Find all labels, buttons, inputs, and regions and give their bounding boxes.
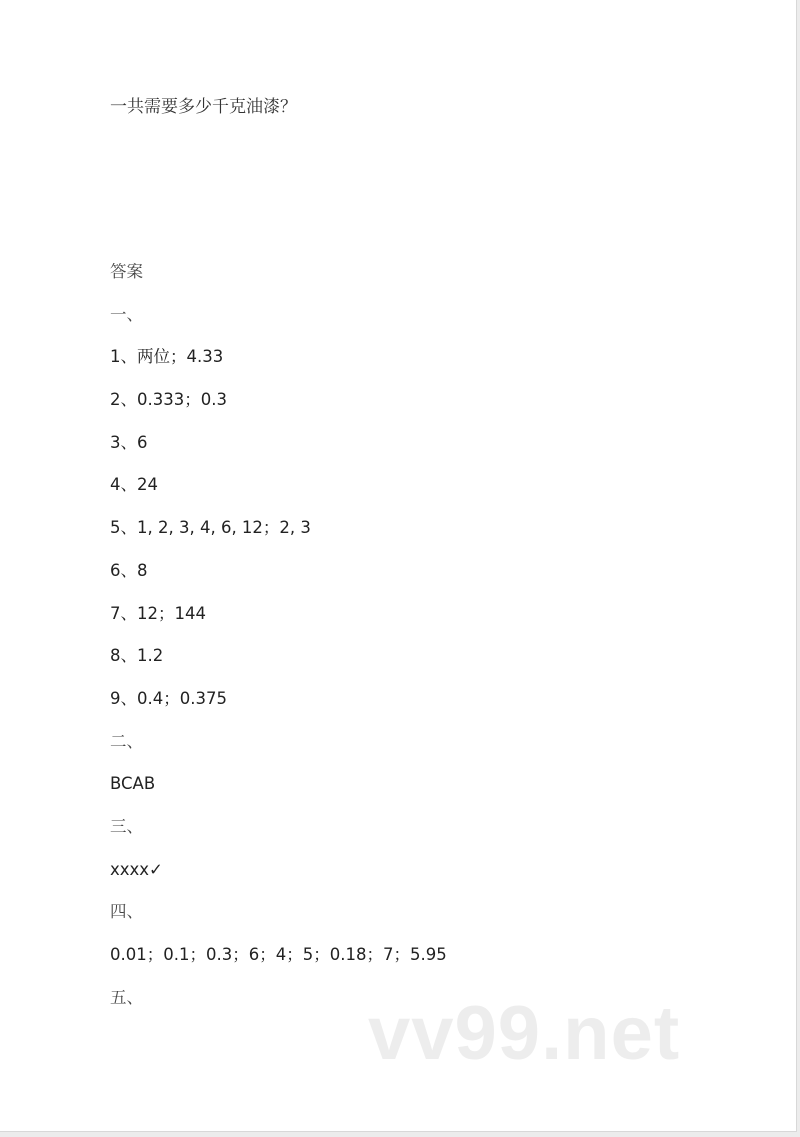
answer-line: 0.01；0.1；0.3；6；4；5；0.18；7；5.95 <box>110 945 447 964</box>
section-heading: 一、 <box>110 304 143 324</box>
answer-line: 1、两位；4.33 <box>110 347 224 367</box>
section-heading: 四、 <box>110 902 143 922</box>
question-text: 一共需要多少千克油漆？ <box>110 97 297 117</box>
answer-line: 3、6 <box>110 432 148 452</box>
answer-line: BCAB <box>110 774 156 794</box>
answer-line: 6、8 <box>110 560 148 580</box>
answer-line: 2、0.333；0.3 <box>110 390 227 410</box>
answer-line: 7、12；144 <box>110 603 206 623</box>
section-heading: 二、 <box>110 731 143 751</box>
watermark: vv99.net <box>368 991 681 1076</box>
answer-list <box>110 259 447 1027</box>
answer-line: xxxx✓ <box>110 859 163 879</box>
answer-line: 5、1, 2, 3, 4, 6, 12；2, 3 <box>110 518 311 538</box>
answers-heading: 答案 <box>110 262 143 281</box>
answer-line: 4、24 <box>110 475 158 495</box>
answer-line: 8、1.2 <box>110 646 164 666</box>
section-heading: 三、 <box>110 816 143 836</box>
section-heading: 五、 <box>110 987 143 1007</box>
answer-line: 9、0.4；0.375 <box>110 688 227 708</box>
